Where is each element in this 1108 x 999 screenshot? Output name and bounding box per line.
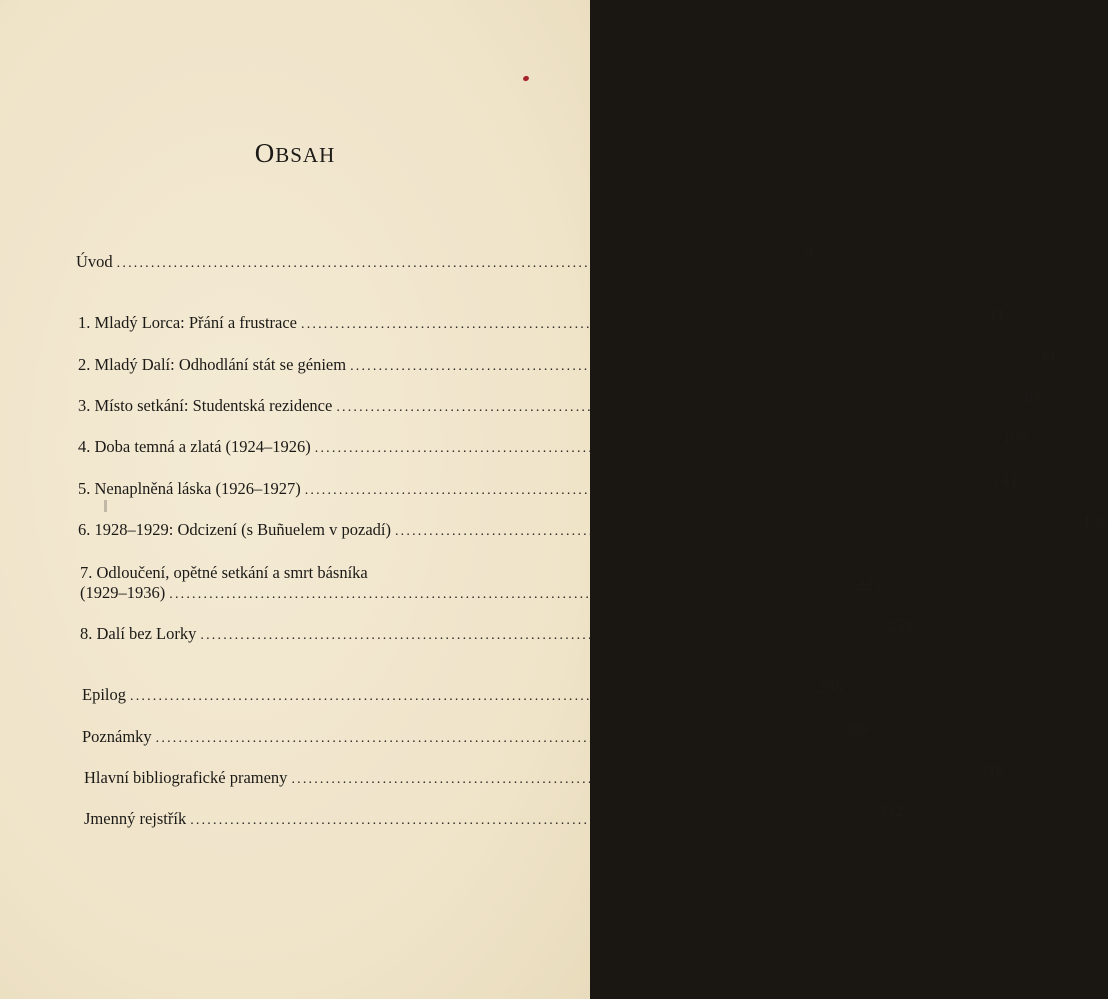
toc-entry-label: Poznámky xyxy=(82,727,152,746)
ink-spot xyxy=(522,75,529,82)
toc-page-number: 285 xyxy=(818,677,843,696)
title-initial: O xyxy=(254,138,276,168)
toc-page-number: 253 xyxy=(888,616,914,635)
toc-entry xyxy=(80,563,882,603)
leader-dots: ........................................................................................................................ xyxy=(301,317,985,332)
title-rest: BSAH xyxy=(275,143,336,167)
leader-dots: ........................................................................................................................ xyxy=(394,524,1079,539)
toc-entry-label: (1929–1936) xyxy=(80,583,166,602)
toc-entry xyxy=(84,801,903,829)
toc-entry xyxy=(78,471,1018,499)
toc-entry-label: 5. Nenaplněná láska (1926–1927) xyxy=(78,479,301,498)
toc-entry-label: Jmenný rejstřík xyxy=(84,809,187,828)
toc-entry-label: 8. Dalí bez Lorky xyxy=(80,624,197,643)
toc-entry xyxy=(78,388,1041,416)
toc-entry xyxy=(84,760,1005,788)
toc-entry-label: 2. Mladý Dalí: Odhodlání stát se géniem xyxy=(78,355,347,374)
toc-entry xyxy=(78,429,1028,457)
toc-entry-label: Úvod xyxy=(76,252,113,271)
toc-page-number: 221 xyxy=(857,575,882,594)
toc-entry xyxy=(80,616,914,644)
toc-page-number: 315 xyxy=(979,760,1005,779)
toc-entry-label: 4. Doba temná a zlatá (1924–1926) xyxy=(78,437,311,456)
leader-dots: ........................................................................................................................ xyxy=(350,359,1035,374)
toc-page-number: 39 xyxy=(1038,347,1055,366)
leader-dots: ........................................................................................................................ xyxy=(291,772,976,787)
toc-entry-label: Epilog xyxy=(82,685,126,704)
toc-page-number: 63 xyxy=(1024,388,1041,407)
toc-entry-label: 1. Mladý Lorca: Přání a frustrace xyxy=(78,313,297,332)
toc-entry xyxy=(78,512,1108,540)
leader-dots: ........................................................................................................................ xyxy=(116,256,801,271)
toc-page-number: 9 xyxy=(804,244,813,263)
toc-page-number: 141 xyxy=(992,471,1018,490)
toc-page-number: 332 xyxy=(878,801,903,820)
leader-dots: ........................................................................................................................ xyxy=(200,628,885,643)
leader-dots: ........................................................................................................................ xyxy=(169,587,854,602)
toc-entry xyxy=(78,305,1005,333)
leader-dots: ........................................................................................................................ xyxy=(314,441,999,456)
toc-entry-label: Hlavní bibliografické prameny xyxy=(84,768,288,787)
toc-entry xyxy=(82,677,843,705)
leader-dots: ........................................................................................................................ xyxy=(304,483,989,498)
toc-page-number: 189 xyxy=(1082,512,1108,531)
toc-entry xyxy=(76,244,813,272)
toc-page-number: 289 xyxy=(843,719,869,738)
toc-entry-label-line1: 7. Odloučení, opětné setkání a smrt básníka xyxy=(80,563,368,582)
toc-entry-label: 3. Místo setkání: Studentská rezidence xyxy=(78,396,333,415)
toc-entry xyxy=(78,347,1055,375)
leader-dots: ........................................................................................................................ xyxy=(130,689,814,704)
toc-entry-label: 6. 1928–1929: Odcizení (s Buñuelem v pozadí) xyxy=(78,520,391,539)
smudge-mark xyxy=(104,500,107,512)
toc-entry xyxy=(82,719,869,747)
leader-dots: ........................................................................................................................ xyxy=(190,813,875,828)
toc-page-number: 11 xyxy=(989,305,1005,324)
leader-dots: ........................................................................................................................ xyxy=(336,400,1021,415)
leader-dots: ........................................................................................................................ xyxy=(155,731,840,746)
toc-page-number: 103 xyxy=(1002,429,1028,448)
page-title xyxy=(0,138,590,169)
